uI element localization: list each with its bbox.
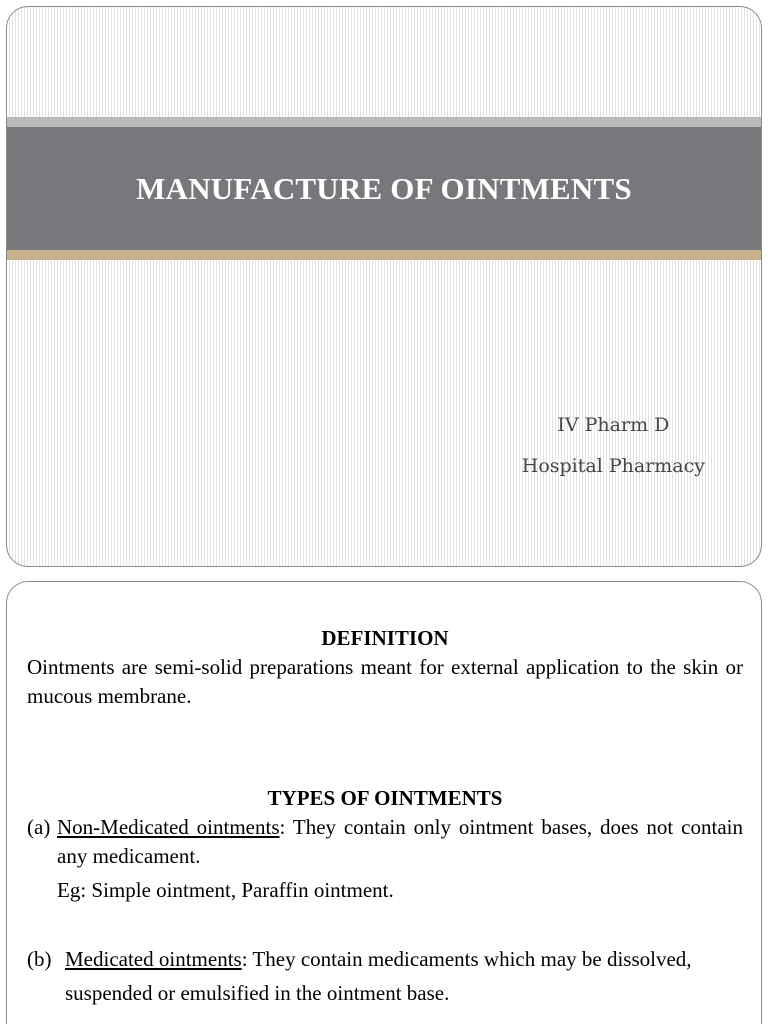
title-top-strip: [7, 117, 761, 127]
medicated-description: : They contain medicaments which may be dissolved, suspended or emulsified in the ointment base.: [65, 947, 692, 1005]
list-item-body: [57, 813, 743, 871]
list-item-non-medicated: [27, 813, 743, 871]
types-heading: TYPES OF OINTMENTS: [267, 786, 503, 810]
subtitle-course: IV Pharm D: [557, 414, 670, 436]
non-medicated-description: : They contain only ointment bases, does not contain any medicament.: [57, 815, 743, 868]
term-non-medicated: Non-Medicated ointments: [57, 815, 280, 839]
definition-heading: DEFINITION: [321, 626, 449, 650]
title-slide: [6, 6, 762, 567]
term-medicated: Medicated ointments: [65, 947, 242, 971]
slide-subtitle: [522, 405, 705, 487]
title-band: [7, 127, 761, 250]
definition-text: Ointments are semi-solid preparations meant for external application to the skin or mucous membrane.: [27, 655, 743, 708]
list-item-medicated: [27, 945, 743, 1010]
slide-title: MANUFACTURE OF OINTMENTS: [136, 170, 632, 206]
subtitle-subject: Hospital Pharmacy: [521, 455, 705, 477]
list-item-body: [65, 942, 743, 1010]
slide-content: [27, 624, 743, 1010]
non-medicated-example: Eg: Simple ointment, Paraffin ointment.: [57, 878, 394, 902]
list-marker: (a): [27, 815, 51, 839]
content-slide: [6, 581, 762, 1024]
title-bottom-strip: [7, 250, 761, 260]
list-marker: (b): [27, 947, 52, 971]
